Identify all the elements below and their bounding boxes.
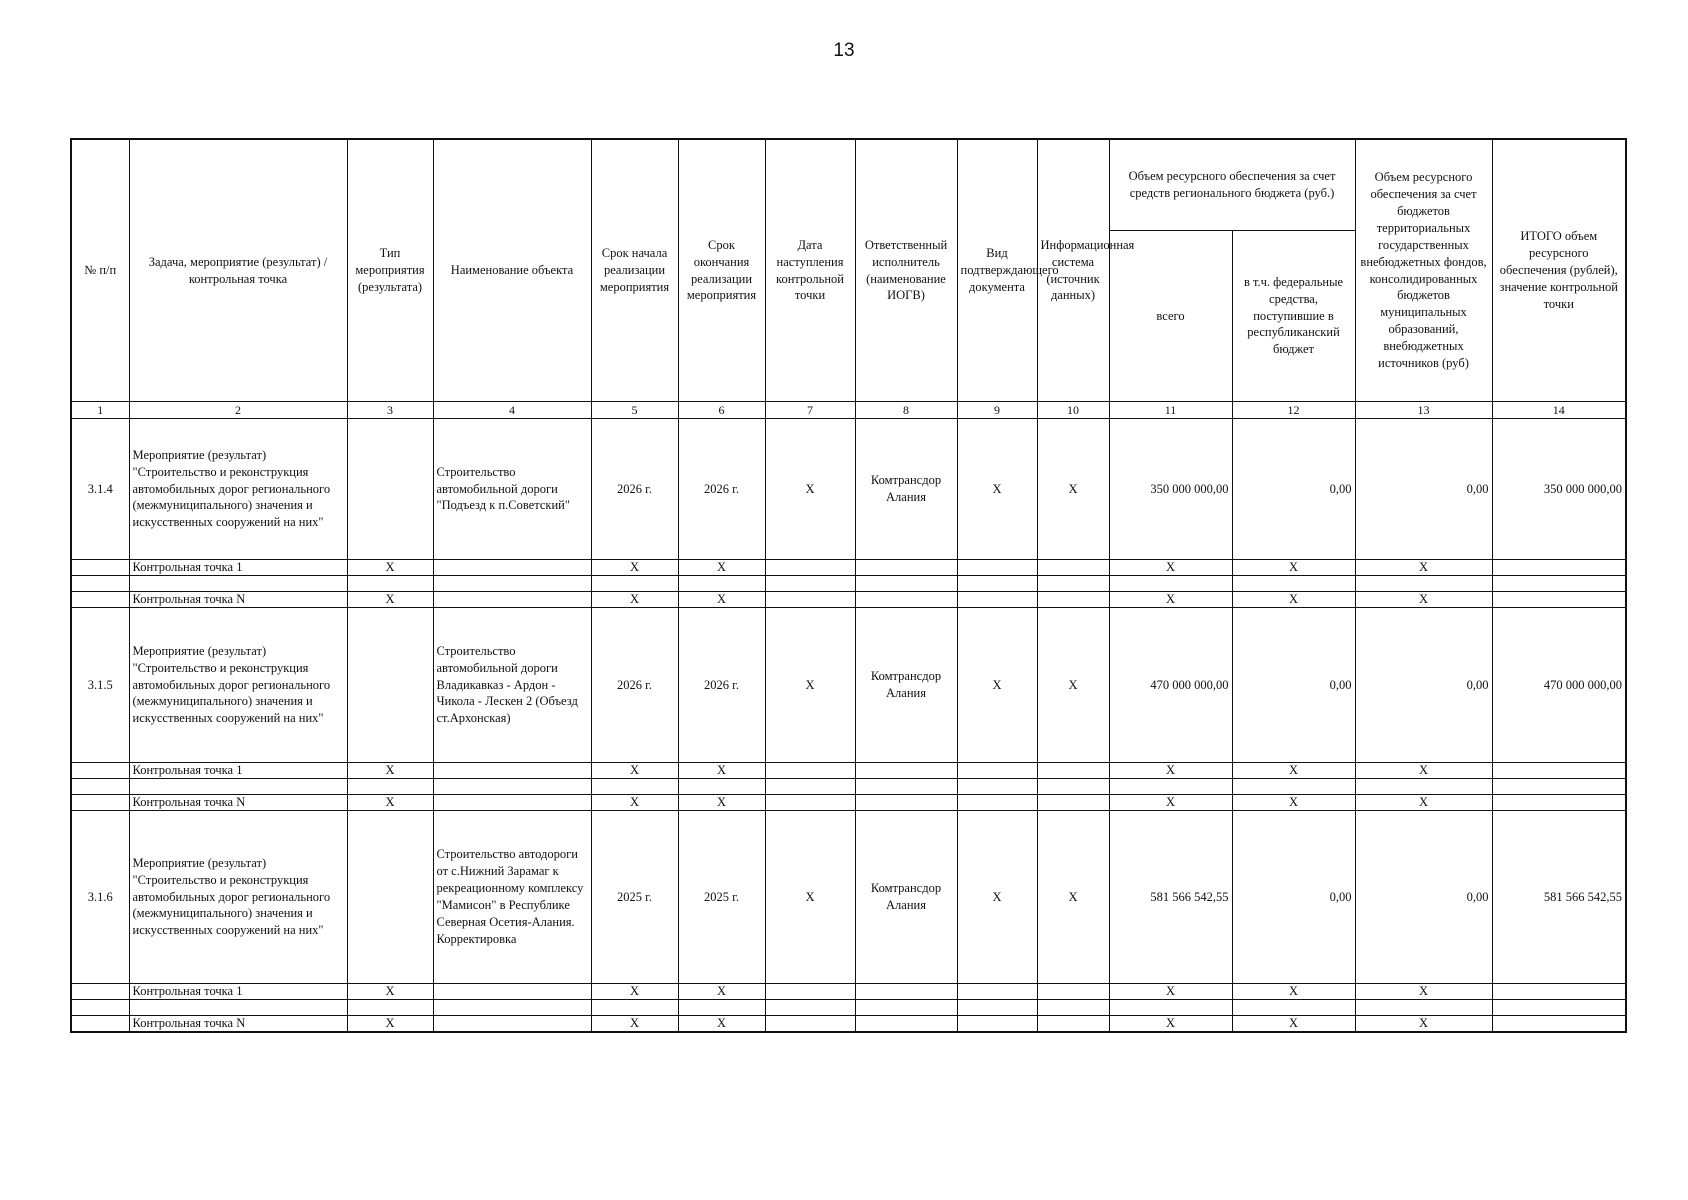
activity-task: Мероприятие (результат) "Строительство и реконструкция автомобильных дорог регионального (межмуниципального) значения и искусственных сооружений на них" [129, 419, 347, 560]
cp-responsible [855, 592, 957, 608]
col-num: 9 [957, 402, 1037, 419]
activity-regional-total: 581 566 542,55 [1109, 811, 1232, 984]
cp-doc [957, 1016, 1037, 1033]
cp-num [71, 984, 129, 1000]
activity-territorial: 0,00 [1355, 811, 1492, 984]
header-checkpoint-date: Дата наступления контрольной точки [765, 139, 855, 402]
cp-col14 [1492, 592, 1626, 608]
blank-row [71, 576, 1626, 592]
activity-object: Строительство автомобильной дороги Владикавказ - Ардон - Чикола - Лескен 2 (Объезд ст.Архонская) [433, 608, 591, 763]
cp-info [1037, 795, 1109, 811]
cp-end: X [678, 560, 765, 576]
activity-row [71, 608, 1626, 763]
cp-responsible [855, 795, 957, 811]
activity-regional-federal: 0,00 [1232, 419, 1355, 560]
cp-col12: X [1232, 763, 1355, 779]
resource-table [70, 138, 1627, 1033]
activity-responsible: Комтрансдор Алания [855, 811, 957, 984]
cp-col13: X [1355, 984, 1492, 1000]
activity-type [347, 811, 433, 984]
cp-type: X [347, 984, 433, 1000]
cp-start: X [591, 560, 678, 576]
header-doc-type: Вид подтверждающего документа [957, 139, 1037, 402]
cp-object [433, 592, 591, 608]
cp-end: X [678, 592, 765, 608]
checkpoint-row [71, 763, 1626, 779]
cp-col14 [1492, 1016, 1626, 1033]
activity-end: 2025 г. [678, 811, 765, 984]
header-regional-federal: в т.ч. федеральные средства, поступившие в республиканский бюджет [1232, 231, 1355, 402]
cp-date [765, 795, 855, 811]
col-num: 11 [1109, 402, 1232, 419]
activity-num: 3.1.5 [71, 608, 129, 763]
activity-task: Мероприятие (результат) "Строительство и реконструкция автомобильных дорог регионального (межмуниципального) значения и искусственных сооружений на них" [129, 811, 347, 984]
header-responsible: Ответственный исполнитель (наименование ИОГВ) [855, 139, 957, 402]
cp-col12: X [1232, 592, 1355, 608]
cp-col11: X [1109, 1016, 1232, 1033]
col-num: 4 [433, 402, 591, 419]
cp-info [1037, 560, 1109, 576]
cp-info [1037, 592, 1109, 608]
cp-date [765, 592, 855, 608]
header-regional-total: всего [1109, 231, 1232, 402]
activity-checkpoint-date: X [765, 419, 855, 560]
cp-col12: X [1232, 795, 1355, 811]
col-num: 8 [855, 402, 957, 419]
col-num: 12 [1232, 402, 1355, 419]
cp-object [433, 763, 591, 779]
cp-responsible [855, 1016, 957, 1033]
cp-col14 [1492, 984, 1626, 1000]
cp-start: X [591, 763, 678, 779]
activity-regional-total: 470 000 000,00 [1109, 608, 1232, 763]
checkpoint-row [71, 795, 1626, 811]
cp-label: Контрольная точка N [129, 795, 347, 811]
activity-row [71, 419, 1626, 560]
cp-col14 [1492, 795, 1626, 811]
cp-col12: X [1232, 560, 1355, 576]
cp-responsible [855, 984, 957, 1000]
cp-type: X [347, 560, 433, 576]
header-itogo: ИТОГО объем ресурсного обеспечения (рублей), значение контрольной точки [1492, 139, 1626, 402]
cp-date [765, 984, 855, 1000]
col-num: 7 [765, 402, 855, 419]
cp-col11: X [1109, 763, 1232, 779]
cp-info [1037, 984, 1109, 1000]
cp-label: Контрольная точка 1 [129, 560, 347, 576]
blank-row [71, 779, 1626, 795]
activity-start: 2026 г. [591, 608, 678, 763]
checkpoint-row [71, 560, 1626, 576]
col-num: 13 [1355, 402, 1492, 419]
cp-date [765, 763, 855, 779]
checkpoint-row [71, 1016, 1626, 1033]
cp-col13: X [1355, 795, 1492, 811]
activity-num: 3.1.4 [71, 419, 129, 560]
activity-regional-total: 350 000 000,00 [1109, 419, 1232, 560]
cp-responsible [855, 560, 957, 576]
cp-num [71, 560, 129, 576]
page-number: 13 [833, 40, 855, 61]
cp-col11: X [1109, 560, 1232, 576]
activity-responsible: Комтрансдор Алания [855, 608, 957, 763]
activity-info-system: X [1037, 608, 1109, 763]
header-row [71, 139, 1626, 231]
activity-checkpoint-date: X [765, 608, 855, 763]
col-num: 5 [591, 402, 678, 419]
activity-object: Строительство автодороги от с.Нижний Зарамаг к рекреационному комплексу "Мамисон" в Республике Северная Осетия-Алания. Корректировка [433, 811, 591, 984]
cp-responsible [855, 763, 957, 779]
col-num: 1 [71, 402, 129, 419]
cp-label: Контрольная точка N [129, 592, 347, 608]
cp-col11: X [1109, 592, 1232, 608]
activity-end: 2026 г. [678, 608, 765, 763]
cp-label: Контрольная точка 1 [129, 984, 347, 1000]
activity-start: 2026 г. [591, 419, 678, 560]
activity-object: Строительство автомобильной дороги "Подъезд к п.Советский" [433, 419, 591, 560]
cp-end: X [678, 763, 765, 779]
activity-type [347, 608, 433, 763]
cp-end: X [678, 984, 765, 1000]
cp-start: X [591, 592, 678, 608]
activity-doc-type: X [957, 608, 1037, 763]
col-num: 6 [678, 402, 765, 419]
cp-info [1037, 1016, 1109, 1033]
checkpoint-row [71, 592, 1626, 608]
cp-doc [957, 560, 1037, 576]
activity-info-system: X [1037, 419, 1109, 560]
blank-row [71, 1000, 1626, 1016]
activity-row [71, 811, 1626, 984]
cp-num [71, 1016, 129, 1033]
activity-start: 2025 г. [591, 811, 678, 984]
cp-col11: X [1109, 795, 1232, 811]
activity-itogo: 581 566 542,55 [1492, 811, 1626, 984]
activity-type [347, 419, 433, 560]
cp-type: X [347, 763, 433, 779]
activity-doc-type: X [957, 419, 1037, 560]
col-num: 14 [1492, 402, 1626, 419]
cp-date [765, 560, 855, 576]
cp-object [433, 1016, 591, 1033]
cp-date [765, 1016, 855, 1033]
activity-itogo: 350 000 000,00 [1492, 419, 1626, 560]
cp-start: X [591, 984, 678, 1000]
cp-doc [957, 984, 1037, 1000]
cp-col13: X [1355, 592, 1492, 608]
activity-responsible: Комтрансдор Алания [855, 419, 957, 560]
activity-regional-federal: 0,00 [1232, 608, 1355, 763]
activity-itogo: 470 000 000,00 [1492, 608, 1626, 763]
cp-doc [957, 763, 1037, 779]
header-regional-group: Объем ресурсного обеспечения за счет средств регионального бюджета (руб.) [1109, 139, 1355, 231]
activity-num: 3.1.6 [71, 811, 129, 984]
cp-num [71, 795, 129, 811]
cp-type: X [347, 1016, 433, 1033]
cp-num [71, 592, 129, 608]
cp-col12: X [1232, 984, 1355, 1000]
cp-col13: X [1355, 560, 1492, 576]
activity-doc-type: X [957, 811, 1037, 984]
cp-num [71, 763, 129, 779]
header-type: Тип мероприятия (результата) [347, 139, 433, 402]
activity-regional-federal: 0,00 [1232, 811, 1355, 984]
header-territorial: Объем ресурсного обеспечения за счет бюджетов территориальных государственных внебюджетных фондов, консолидированных бюджетов муниципальных образований, внебюджетных источников (руб) [1355, 139, 1492, 402]
cp-col11: X [1109, 984, 1232, 1000]
activity-territorial: 0,00 [1355, 608, 1492, 763]
cp-col13: X [1355, 763, 1492, 779]
cp-object [433, 984, 591, 1000]
checkpoint-row [71, 984, 1626, 1000]
cp-end: X [678, 795, 765, 811]
activity-end: 2026 г. [678, 419, 765, 560]
cp-type: X [347, 592, 433, 608]
cp-label: Контрольная точка N [129, 1016, 347, 1033]
cp-start: X [591, 795, 678, 811]
cp-object [433, 560, 591, 576]
cp-start: X [591, 1016, 678, 1033]
header-start: Срок начала реализации мероприятия [591, 139, 678, 402]
cp-end: X [678, 1016, 765, 1033]
cp-col13: X [1355, 1016, 1492, 1033]
col-num: 2 [129, 402, 347, 419]
cp-col14 [1492, 560, 1626, 576]
header-info-system: Информационная система (источник данных) [1037, 139, 1109, 402]
activity-info-system: X [1037, 811, 1109, 984]
activity-territorial: 0,00 [1355, 419, 1492, 560]
cp-object [433, 795, 591, 811]
column-number-row [71, 402, 1626, 419]
cp-info [1037, 763, 1109, 779]
col-num: 10 [1037, 402, 1109, 419]
header-num: № п/п [71, 139, 129, 402]
cp-col12: X [1232, 1016, 1355, 1033]
cp-doc [957, 592, 1037, 608]
header-end: Срок окончания реализации мероприятия [678, 139, 765, 402]
header-object: Наименование объекта [433, 139, 591, 402]
cp-col14 [1492, 763, 1626, 779]
cp-doc [957, 795, 1037, 811]
activity-task: Мероприятие (результат) "Строительство и реконструкция автомобильных дорог регионального (межмуниципального) значения и искусственных сооружений на них" [129, 608, 347, 763]
col-num: 3 [347, 402, 433, 419]
header-task: Задача, мероприятие (результат) / контрольная точка [129, 139, 347, 402]
activity-checkpoint-date: X [765, 811, 855, 984]
cp-type: X [347, 795, 433, 811]
cp-label: Контрольная точка 1 [129, 763, 347, 779]
